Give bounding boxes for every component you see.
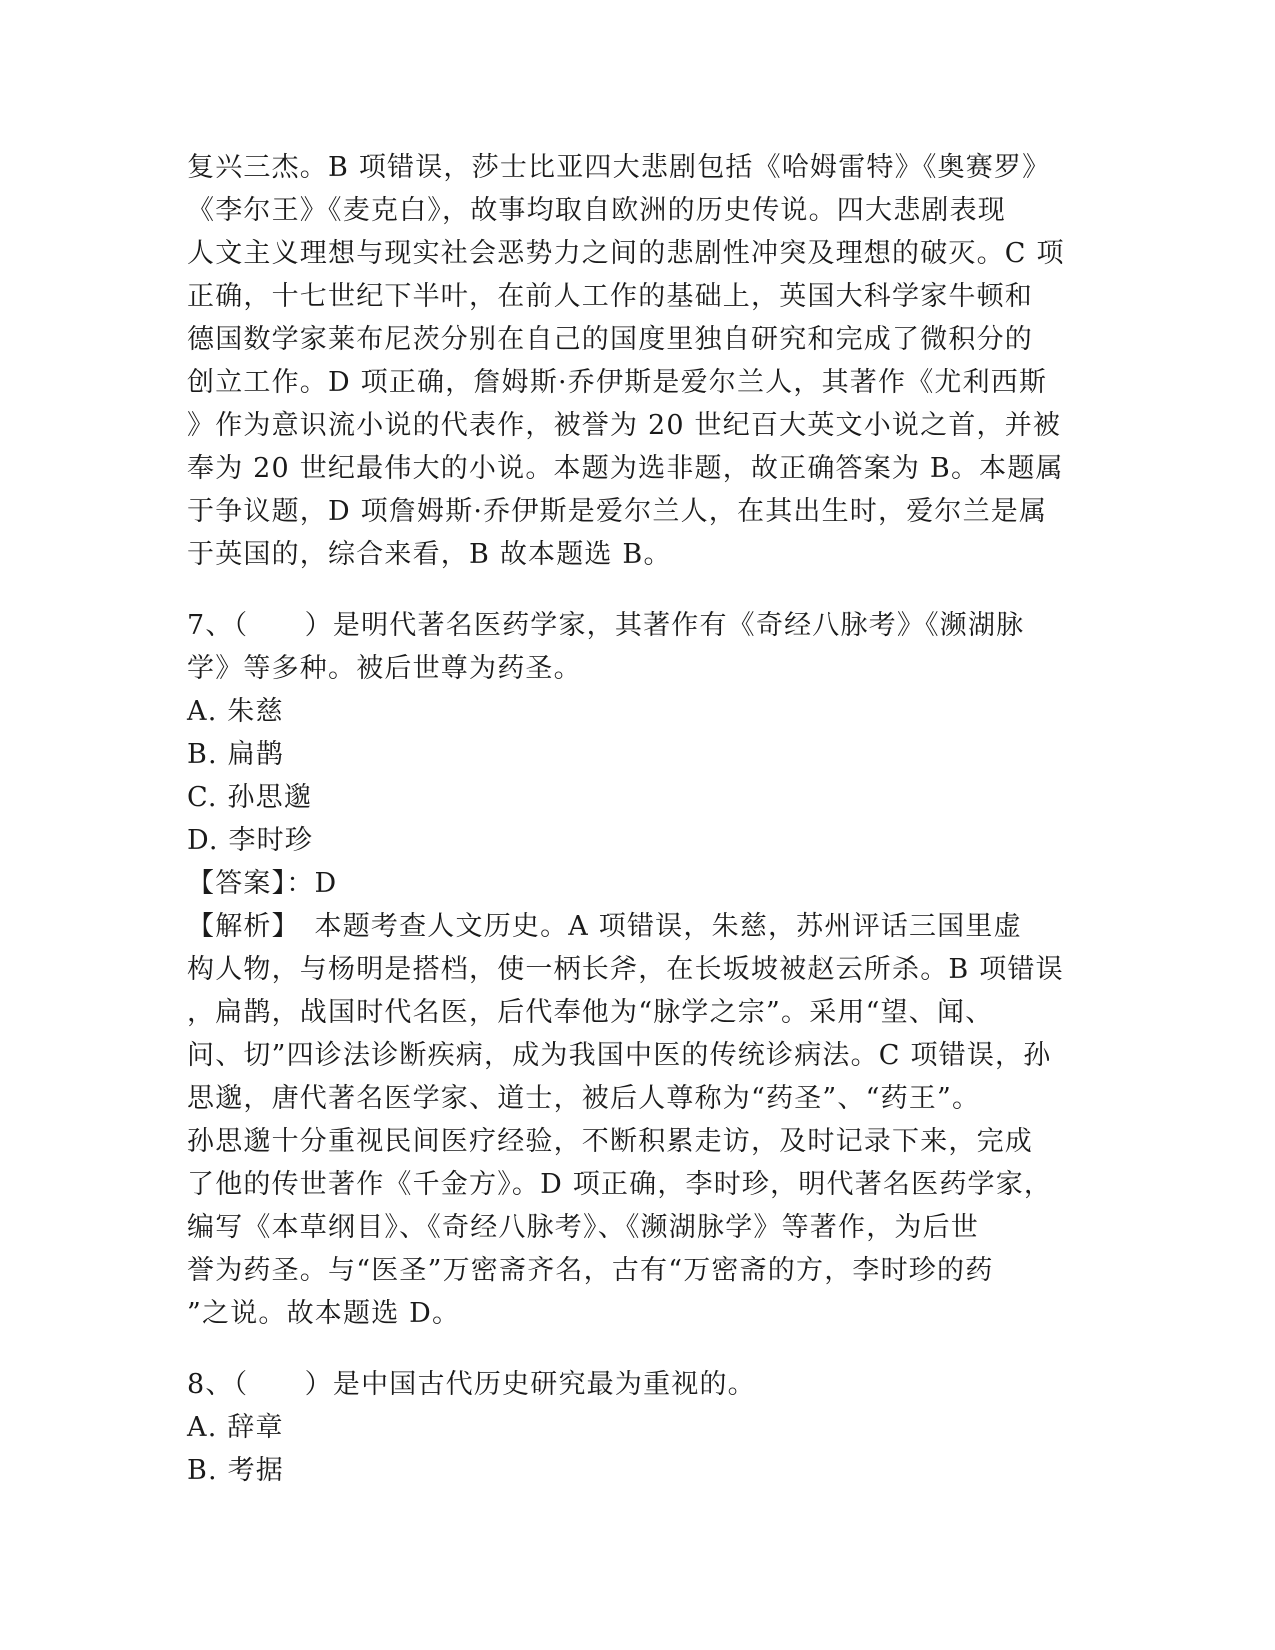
text-line: 》作为意识流小说的代表作，被誉为 20 世纪百大英文小说之首，并被 [187,410,1062,441]
option-d: D. 李时珍 [187,825,314,856]
analysis-line: 【解析】 本题考查人文历史。A 项错误，朱慈，苏州评话三国里虚 [187,911,1022,942]
analysis-line: 构人物，与杨明是搭档，使一柄长斧，在长坂坡被赵云所杀。B 项错误 [187,954,1064,985]
previous-question-explanation [187,146,1087,576]
option-a: A. 朱慈 [187,696,284,727]
analysis-line: 思邈，唐代著名医学家、道士，被后人尊称为“药圣”、“药王”。 [187,1083,981,1114]
text-line: 德国数学家莱布尼茨分别在自己的国度里独自研究和完成了微积分的 [187,324,1033,355]
text-line: 正确，十七世纪下半叶，在前人工作的基础上，英国大科学家牛顿和 [187,281,1033,312]
option-a: A. 辞章 [187,1412,284,1443]
option-c: C. 孙思邈 [187,782,313,813]
text-line: 人文主义理想与现实社会恶势力之间的悲剧性冲突及理想的破灭。C 项 [187,238,1065,269]
analysis-line: 孙思邈十分重视民间医疗经验，不断积累走访，及时记录下来，完成 [187,1126,1033,1157]
question-8 [187,1363,1087,1492]
analysis-line: 问、切”四诊法诊断疾病，成为我国中医的传统诊病法。C 项错误，孙 [187,1040,1052,1071]
analysis-line: 誉为药圣。与“医圣”万密斋齐名，古有“万密斋的方，李时珍的药 [187,1255,994,1286]
option-b: B. 扁鹊 [187,739,285,770]
text-line: 于争议题，D 项詹姆斯·乔伊斯是爱尔兰人，在其出生时，爱尔兰是属 [187,496,1048,527]
answer-line: 【答案】：D [187,868,338,899]
analysis-line: ”之说。故本题选 D。 [187,1298,461,1329]
text-line: 《李尔王》《麦克白》，故事均取自欧洲的历史传说。四大悲剧表现 [187,195,1006,226]
text-line: 复兴三杰。B 项错误，莎士比亚四大悲剧包括《哈姆雷特》《奥赛罗》 [187,152,1051,183]
option-b: B. 考据 [187,1455,285,1486]
analysis-line: 了他的传世著作《千金方》。D 项正确，李时珍，明代著名医药学家， [187,1169,1053,1200]
document-page [187,146,1087,1492]
analysis-line: 编写《本草纲目》、《奇经八脉考》、《濒湖脉学》等著作，为后世 [187,1212,979,1243]
text-line: 于英国的，综合来看，B 故本题选 B。 [187,539,672,570]
text-line: 创立工作。D 项正确，詹姆斯·乔伊斯是爱尔兰人，其著作《尤利西斯 [187,367,1048,398]
spacer [187,1335,1087,1363]
spacer [187,576,1087,604]
text-line: 奉为 20 世纪最伟大的小说。本题为选非题，故正确答案为 B。本题属 [187,453,1064,484]
analysis-line: ，扁鹊，战国时代名医，后代奉他为“脉学之宗”。采用“望、闻、 [187,997,994,1028]
question-stem: 7、（ ）是明代著名医药学家，其著作有《奇经八脉考》《濒湖脉 [187,610,1025,641]
question-7 [187,604,1087,1335]
question-stem: 8、（ ）是中国古代历史研究最为重视的。 [187,1369,756,1400]
question-stem: 学》等多种。被后世尊为药圣。 [187,653,582,684]
